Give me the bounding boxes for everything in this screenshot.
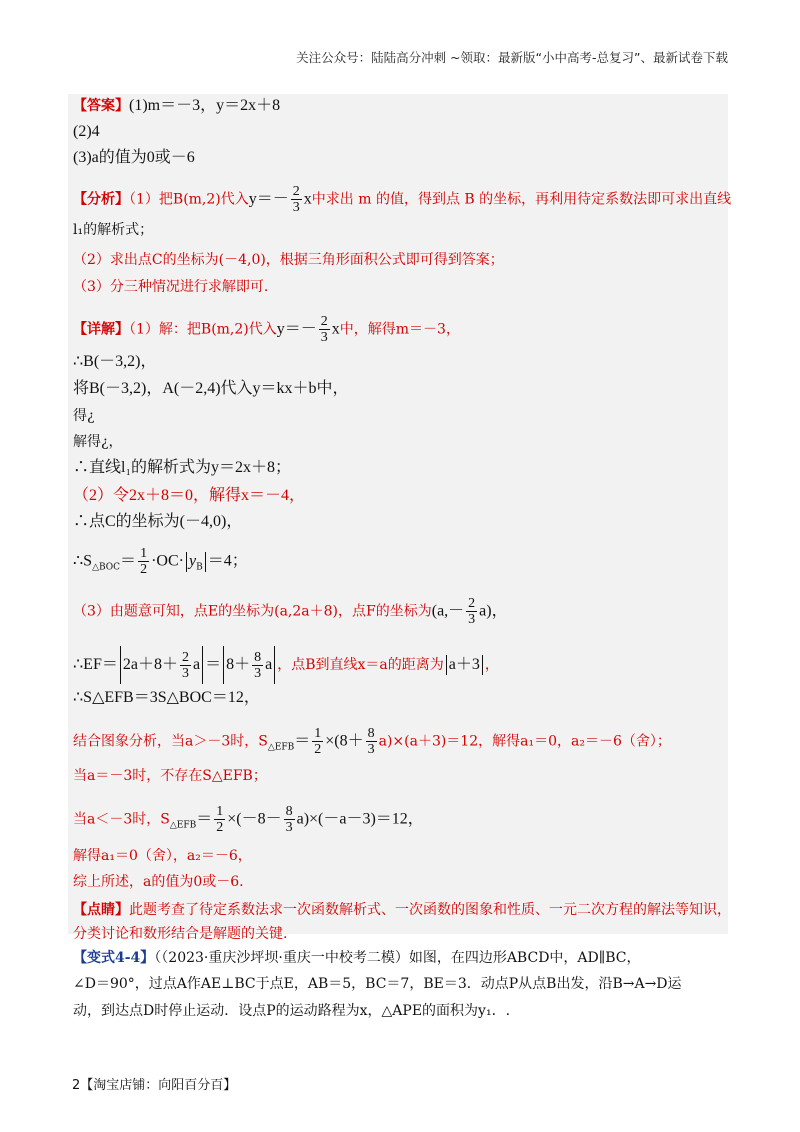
fraction-8-3: $\frac{8}{3}$ [285, 804, 293, 835]
comment-line-2: 分类讨论和数形结合是解题的关键. [73, 926, 288, 942]
analysis-line-2: l₁的解析式； [73, 222, 154, 238]
detail-line-8: ∴点C的坐标为(－4,0)， [73, 513, 243, 530]
detail-line-5: 解得¿， [73, 434, 123, 450]
variant-label: 【变式4-4】 [73, 950, 155, 966]
analysis-label: 【分析】 [73, 191, 129, 208]
detail-line-1: 【详解】（1）解：把B(m,2)代入y＝－ $\frac{2}{3}$ x中，解得m＝－3， [73, 314, 460, 345]
analysis-line-4: （3）分三种情况进行求解即可. [73, 279, 269, 295]
answer-label: 【答案】 [73, 98, 129, 114]
analysis-line-1: 【分析】（1）把B(m,2)代入y＝－ $\frac{2}{3}$ x中求出 m 的值，得到点 B 的坐标，再利用待定系数法即可求出直线 [73, 184, 732, 215]
page-footer: 2【淘宝店铺：向阳百分百】 [72, 1078, 237, 1093]
detail-line-13: 结合图象分析，当a＞－3时，$S_{\triangle EFB}=$ $\frac{1}{2}$ ×(8＋ $\frac{8}{3}$ a)×(a＋3)＝12，解得a₁＝0，a₂＝－6（舍）； [73, 726, 671, 757]
detail-line-4: 得¿ [73, 408, 95, 424]
analysis-line-3: （2）求出点C的坐标为(－4,0)，根据三角形面积公式即可得到答案； [73, 252, 504, 268]
comment-label: 【点睛】 [73, 902, 129, 918]
detail-line-9: $\therefore S_{\triangle BOC}=$ $\frac{1}{2}$ $\cdot OC\cdot y_B =4$； [73, 546, 248, 577]
variant-line-2: ∠D＝90°，过点A作AE⊥BC于点E，AB＝5，BC＝7，BE＝3．动点P从点B出发，沿B→A→D运 [73, 976, 682, 992]
fraction-1-2: $\frac{1}{2}$ [314, 726, 322, 757]
fraction-2-3: $\frac{2}{3}$ [468, 596, 476, 627]
variant-line-3: 动，到达点D时停止运动．设点P的运动路程为x，△APE的面积为y₁．. [73, 1003, 511, 1019]
answer-line-2: (2)4 [73, 123, 100, 140]
fraction-2-3: $\frac{2}{3}$ [181, 649, 189, 681]
fraction-2-3: $\frac{2}{3}$ [320, 314, 328, 345]
detail-line-11: ∴EF＝ 2a＋8＋ $\frac{2}{3}$ a ＝ 8＋ $\frac{8}{3}$ a ，点B到直线x＝a的距离为 a＋3 ， [73, 646, 499, 684]
detail-line-14: 当a＝－3时，不存在S△EFB； [73, 768, 267, 784]
detail-line-3: 将B(－3,2)，A(－2,4)代入y＝kx＋b中， [73, 380, 349, 397]
detail-line-7: （2）令2x＋8＝0，解得x＝－4， [73, 487, 306, 504]
answer-line-3: (3)a的值为0或－6 [73, 149, 195, 166]
page-header: 关注公众号：陆陆高分冲刺 ~领取：最新版“小中高考-总复习”、最新试卷下载 [296, 50, 728, 65]
detail-line-16: 解得a₁＝0（舍），a₂＝－6， [73, 848, 252, 864]
fraction-8-3: $\frac{8}{3}$ [254, 649, 262, 681]
answer-line-1: 【答案】(1)m＝－3，y＝2x＋8 [73, 97, 281, 114]
detail-label: 【详解】 [73, 321, 129, 338]
variant-line-1: 【变式4-4】（（2023·重庆沙坪坝·重庆一中校考二模）如图，在四边形ABCD中，AD∥BC， [73, 950, 641, 966]
detail-line-2: ∴B(－3,2)， [73, 353, 157, 370]
detail-line-6: ∴直线l₁的解析式为y＝2x＋8； [73, 459, 292, 476]
detail-line-10: （3）由题意可知，点E的坐标为(a,2a＋8)，点F的坐标为(a,－ $\frac{2}{3}$ a)， [73, 596, 508, 627]
detail-line-15: 当a＜－3时，$S_{\triangle EFB}=$ $\frac{1}{2}$ ×(－8－ $\frac{8}{3}$ a)×(－a－3)＝12， [73, 804, 424, 835]
detail-line-17: 综上所述，a的值为0或－6. [73, 874, 244, 890]
comment-line-1: 【点睛】此题考查了待定系数法求一次函数解析式、一次函数的图象和性质、一元二次方程的解法等知识， [73, 902, 731, 918]
fraction-1-2: $\frac{1}{2}$ [216, 804, 224, 835]
detail-line-12: ∴S△EFB＝3S△BOC＝12， [73, 689, 260, 706]
fraction-1-2: $\frac{1}{2}$ [140, 546, 148, 577]
fraction-2-3: $\frac{2}{3}$ [292, 184, 300, 215]
fraction-8-3: $\frac{8}{3}$ [367, 726, 375, 757]
